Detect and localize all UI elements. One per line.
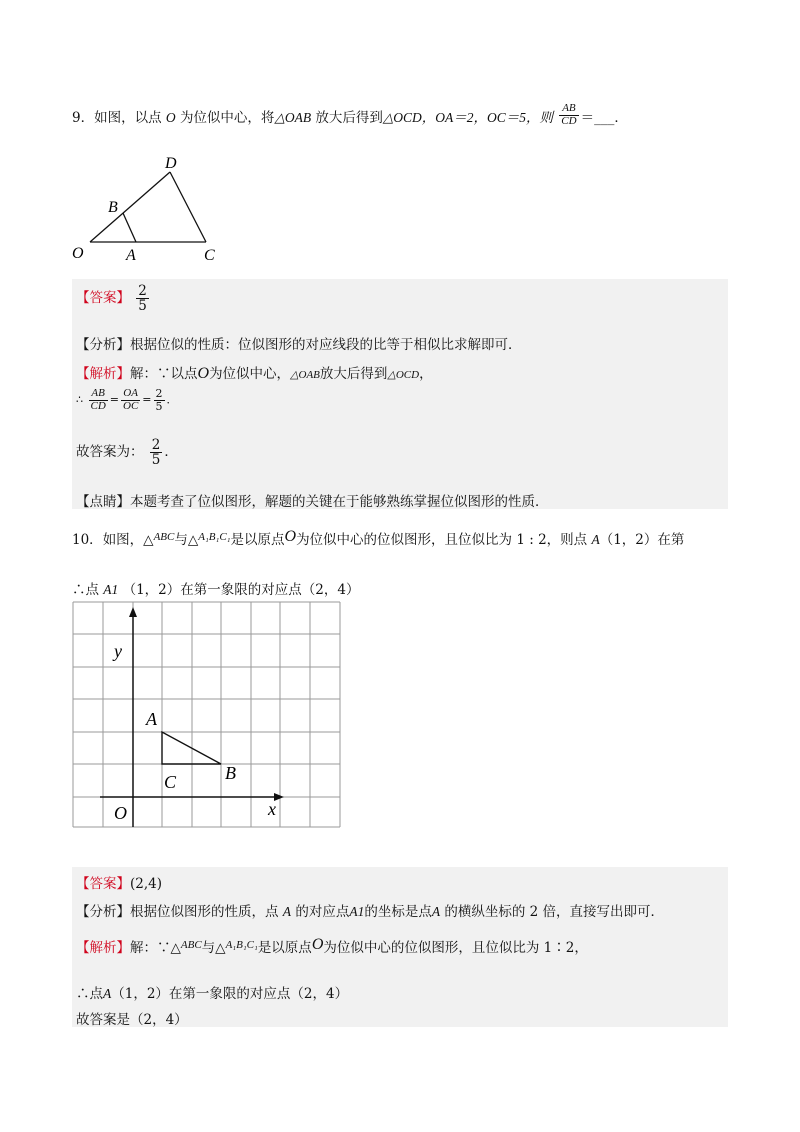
y-axis-arrow-icon xyxy=(129,607,137,617)
stem-text: 为位似中心，将 xyxy=(179,110,275,126)
point-a: A xyxy=(282,904,292,919)
fraction-oa-oc xyxy=(121,388,140,412)
q9-equation: ∴ $\frac{AB}{CD}$ = $\frac{OA}{OC}$ = $\frac{2}{5}$ ． xyxy=(76,387,178,413)
solution-text: 与△ xyxy=(201,940,226,956)
stem-text: （1，2）在第 xyxy=(599,532,685,548)
fraction-numerator: 2 xyxy=(155,387,163,400)
triangle-oab: △OAB xyxy=(290,369,320,381)
analysis-text: 的对应点 xyxy=(295,904,350,920)
solution-tag: 【解析】 xyxy=(76,940,130,956)
label-b: B xyxy=(225,763,236,783)
triangle-abc: ABC xyxy=(180,939,202,951)
analysis-text: 的横纵坐标的 2 倍，直接写出即可． xyxy=(444,904,665,920)
stem-text: 与△ xyxy=(174,532,199,548)
analysis-text: 根据位似的性质：位似图形的对应线段的比等于相似比求解即可． xyxy=(130,337,522,353)
solution-text: 是以原点 xyxy=(257,940,312,956)
label-d: D xyxy=(165,155,177,172)
triangle-ocd: △OCD xyxy=(382,110,422,125)
point-a: A xyxy=(103,986,112,1001)
fraction-denominator: 5 xyxy=(155,399,163,413)
conclusion-text: 故答案为： xyxy=(76,444,144,461)
solution-text: 解：∵以点 xyxy=(130,366,198,382)
period: ． xyxy=(164,444,178,461)
triangle-abc: ABC xyxy=(153,531,175,543)
point-o: O xyxy=(311,936,324,953)
stem-text: 如图，以点 xyxy=(94,110,162,126)
solution-text: 为位似中心， xyxy=(209,366,291,382)
answer-blank: ＝___． xyxy=(580,110,628,126)
fraction-denominator: 5 xyxy=(151,452,161,469)
label-o: O xyxy=(72,245,84,262)
therefore-symbol: ∴ xyxy=(76,393,83,407)
answer-text: (2,4) xyxy=(130,876,163,892)
label-y: y xyxy=(114,641,122,661)
point-a1: A1 xyxy=(103,582,119,597)
ratio-fraction xyxy=(559,103,578,127)
triangle-a1b1c1: A₁B₁C₁ xyxy=(198,531,231,543)
label-b: B xyxy=(108,199,118,216)
solution-text: 为位似中心的位似图形，且位似比为 1∶2， xyxy=(323,940,588,956)
fraction-denominator: CD xyxy=(90,399,106,412)
fraction-numerator: AB xyxy=(89,388,108,401)
solution-text: ， xyxy=(419,366,433,382)
solution-tag: 【解析】 xyxy=(76,366,130,382)
fraction-denominator: OC xyxy=(123,399,139,412)
q9-comment xyxy=(76,490,549,510)
label-c: C xyxy=(204,247,215,264)
grid-lines xyxy=(73,602,340,827)
solution-text: 解：∵△ xyxy=(130,940,181,956)
q9-analysis xyxy=(76,333,522,353)
stem-text: ∴点 xyxy=(72,582,99,598)
conclusion-fraction xyxy=(150,438,163,467)
q9-answer xyxy=(76,284,151,313)
fraction-denominator: CD xyxy=(561,115,577,127)
q10-analysis xyxy=(76,900,664,920)
segment-od xyxy=(90,172,170,242)
analysis-text: 的坐标是点 xyxy=(364,904,432,920)
label-a: A xyxy=(146,709,157,729)
label-origin: O xyxy=(114,803,127,823)
q10-solution-line3 xyxy=(76,1008,188,1028)
answer-tag: 【答案】 xyxy=(76,876,130,892)
fraction-two-fifths xyxy=(154,388,165,412)
point-o: O xyxy=(165,110,176,125)
triangle-oab: △OAB xyxy=(274,110,312,125)
stem-text: 是以原点 xyxy=(230,532,285,548)
fraction-numerator: AB xyxy=(559,103,578,116)
q10-solution-line2 xyxy=(76,982,348,1002)
fraction-numerator: OA xyxy=(121,388,140,401)
fraction-ab-cd xyxy=(89,388,108,412)
comment-tag: 【点睛】 xyxy=(76,494,130,510)
stem-text: 放大后得到 xyxy=(315,110,383,126)
answer-blank: （1，2）在第一象限的对应点（2，4） xyxy=(122,582,360,598)
comment-text: 本题考查了位似图形，解题的关键在于能够熟练掌握位似图形的性质． xyxy=(130,494,549,510)
given-lengths: ，OA＝2，OC＝5，则 xyxy=(421,110,553,125)
q9-conclusion xyxy=(76,438,178,467)
question-9-stem xyxy=(72,102,628,131)
figure-triangle-similarity xyxy=(70,150,230,265)
triangle-ocd: △OCD xyxy=(387,369,420,381)
label-c: C xyxy=(164,772,177,792)
analysis-tag: 【分析】 xyxy=(76,337,130,353)
answer-fraction xyxy=(136,284,149,313)
solution-text: ∴点 xyxy=(76,986,103,1002)
q9-solution xyxy=(76,362,433,383)
point-o: O xyxy=(197,365,210,382)
question-number: 9． xyxy=(72,110,95,126)
fraction-numerator: 2 xyxy=(138,283,147,299)
question-number: 10． xyxy=(72,532,103,548)
analysis-tag: 【分析】 xyxy=(76,904,130,920)
period: ． xyxy=(166,393,178,407)
point-o: O xyxy=(284,528,297,545)
label-x: x xyxy=(268,799,276,819)
point-a: A xyxy=(431,904,441,919)
stem-text: 为位似中心的位似图形，且位似比为 1 : 2，则点 xyxy=(296,532,588,548)
answer-tag: 【答案】 xyxy=(76,290,130,307)
question-10-stem-line2 xyxy=(72,578,359,598)
triangle-a1b1c1: A₁B₁C₁ xyxy=(225,939,258,951)
point-a1: A1 xyxy=(349,904,365,919)
point-a: A xyxy=(591,532,600,547)
fraction-denominator: 5 xyxy=(138,298,147,315)
segment-ba xyxy=(123,213,136,242)
solution-text: 放大后得到 xyxy=(319,366,388,382)
analysis-text: 根据位似图形的性质，点 xyxy=(130,904,279,920)
solution-text: 故答案是（2，4） xyxy=(76,1012,188,1028)
question-10-stem xyxy=(72,528,684,549)
q10-answer xyxy=(76,872,162,892)
stem-text: 如图，△ xyxy=(102,532,154,548)
fraction-numerator: 2 xyxy=(151,437,161,453)
solution-text: （1，2）在第一象限的对应点（2，4） xyxy=(111,986,349,1002)
segment-dc xyxy=(170,172,206,242)
label-a: A xyxy=(126,247,136,264)
coordinate-grid-figure xyxy=(72,601,344,831)
q10-solution xyxy=(76,936,588,957)
